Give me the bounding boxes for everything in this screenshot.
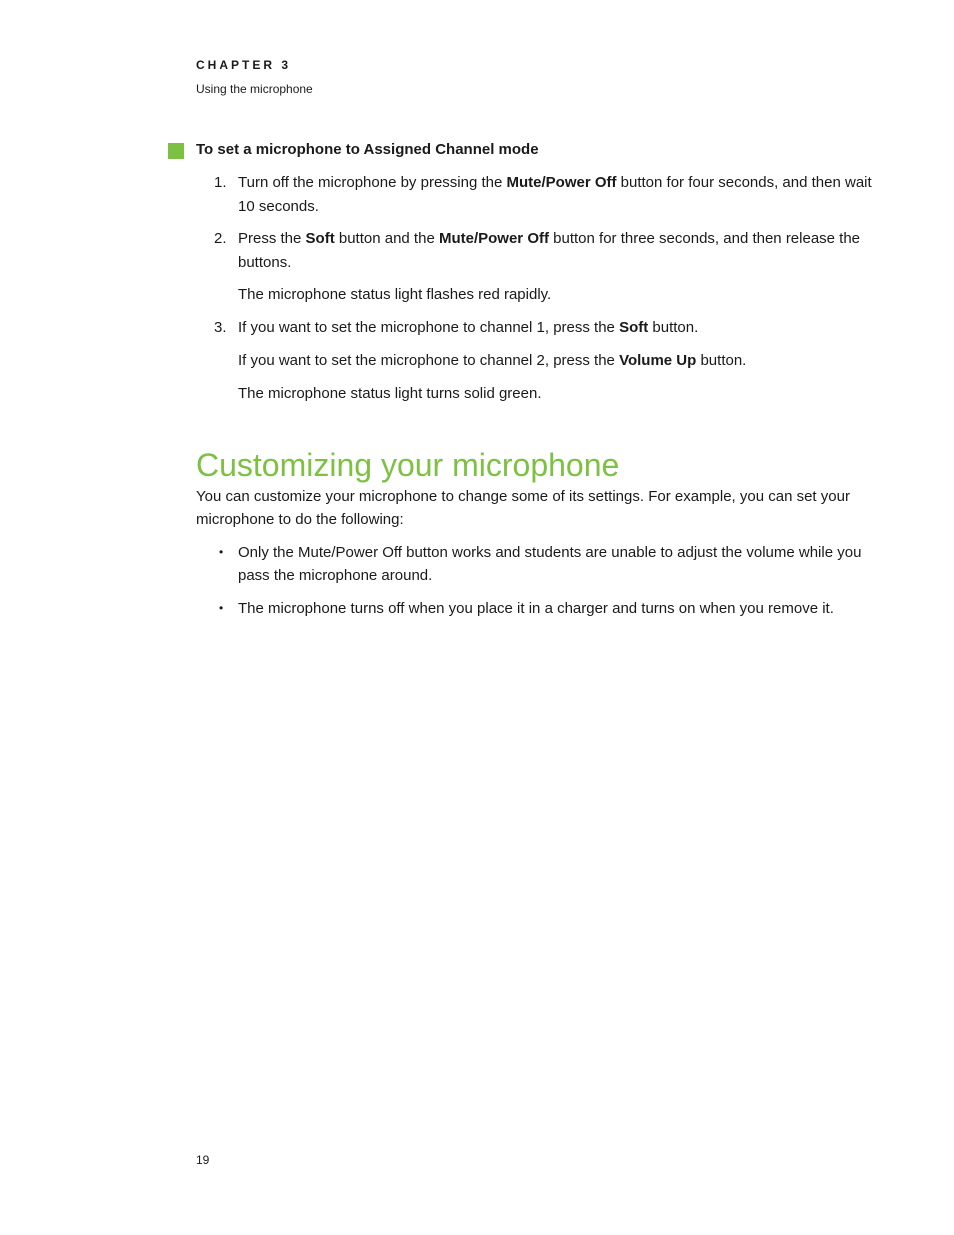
task-heading: To set a microphone to Assigned Channel mode xyxy=(196,141,539,158)
task-square-icon xyxy=(168,143,184,159)
step-number: 3. xyxy=(214,319,227,336)
bullet-icon: • xyxy=(219,545,224,559)
step-text: button and the xyxy=(334,230,439,247)
page-number: 19 xyxy=(196,1153,210,1167)
step-text: Turn off the microphone by pressing the xyxy=(238,174,507,191)
bullet-item-1-line-2: pass the microphone around. xyxy=(238,567,433,584)
step-text: button for three seconds, and then release the xyxy=(548,230,861,247)
step-1-line-2: 10 seconds. xyxy=(238,198,319,215)
chapter-title: Using the microphone xyxy=(196,82,313,96)
section-intro-line-2: microphone to do the following: xyxy=(196,511,404,528)
step-3-alternative xyxy=(238,349,746,373)
step-bold-text: Mute/Power Off xyxy=(506,174,617,191)
bullet-item-2: The microphone turns off when you place it in a charger and turns on when you remove it. xyxy=(238,600,834,617)
step-text: Press the xyxy=(238,230,306,247)
step-bold-text: Soft xyxy=(619,319,649,336)
step-2-note: The microphone status light flashes red rapidly. xyxy=(238,286,552,303)
step-bold-text: Soft xyxy=(305,230,335,247)
step-2-line-2: buttons. xyxy=(238,254,292,271)
step-text: If you want to set the microphone to channel 1, press the xyxy=(238,319,620,336)
step-text: If you want to set the microphone to channel 2, press the xyxy=(238,352,620,369)
step-bold-text: Volume Up xyxy=(619,352,697,369)
step-text: button for four seconds, and then wait xyxy=(616,174,872,191)
chapter-label: CHAPTER 3 xyxy=(196,58,292,72)
bullet-icon: • xyxy=(219,601,224,615)
step-number: 1. xyxy=(214,174,227,191)
step-3-line-1 xyxy=(238,316,698,340)
step-3-note: The microphone status light turns solid green. xyxy=(238,385,542,402)
section-intro-line-1: You can customize your microphone to change some of its settings. For example, you can set your xyxy=(196,488,850,505)
section-title: Customizing your microphone xyxy=(196,447,620,483)
step-1-line-1 xyxy=(238,171,872,195)
bullet-item-1-line-1: Only the Mute/Power Off button works and students are unable to adjust the volume while you xyxy=(238,544,862,561)
step-text: button. xyxy=(696,352,747,369)
step-2-line-1 xyxy=(238,227,860,251)
step-bold-text: Mute/Power Off xyxy=(438,230,549,247)
step-number: 2. xyxy=(214,230,227,247)
step-text: button. xyxy=(648,319,699,336)
